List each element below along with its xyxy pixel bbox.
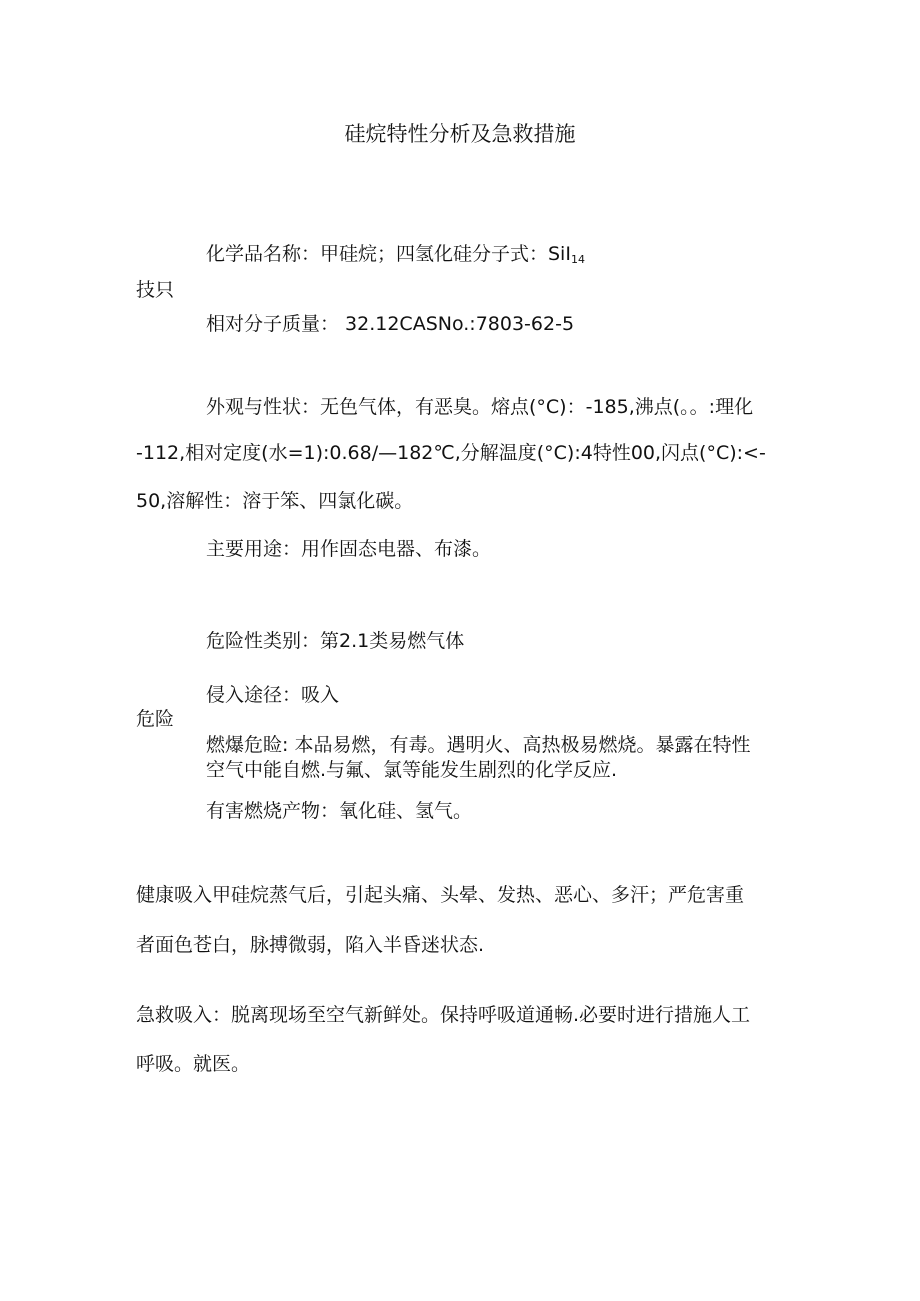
health-line-2: 者面色苍白，脉搏微弱，陷入半昏迷状态. [136, 934, 485, 956]
firstaid-line-2: 呼吸。就医。 [136, 1053, 251, 1075]
molecular-mass-line: 相对分子质量： 32.12CASNo.:7803-62-5 [206, 313, 575, 335]
exposure-route-line: 侵入途径：吸入 [206, 684, 340, 706]
section-label-tech: 技只 [136, 279, 175, 301]
health-line-1: 健康吸入甲硅烷蒸气后，引起头痛、头晕、发热、恶心、多汗；严危害重 [136, 884, 745, 906]
hazard-category-line: 危险性类别：第2.1类易燃气体 [206, 630, 465, 652]
hazard-line-2: 空气中能自燃.与氟、氯等能发生剧烈的化学反应. [206, 759, 618, 781]
section-label-danger: 危险 [136, 708, 175, 730]
properties-line-1: 外观与性状：无色气体，有恶臭。熔点(°C)：-185,沸点(。。:理化 [206, 396, 754, 418]
combustion-products-line: 有害燃烧产物：氧化硅、氢气。 [206, 800, 473, 822]
chemical-name-line [206, 245, 585, 265]
firstaid-line-1: 急救吸入：脱离现场至空气新鲜处。保持呼吸道通畅.必要时进行措施人工 [136, 1004, 751, 1026]
properties-line-2: -112,相对定度(水=1):0.68/—182℃,分解温度(°C):4特性00,闪点(°C):<- [136, 442, 766, 464]
properties-line-3: 50,溶解性：溶于笨、四氯化碳。 [136, 490, 414, 512]
usage-line: 主要用途：用作固态电器、布漆。 [206, 538, 492, 560]
hazard-line-1: 燃爆危睑: 本品易燃，有毒。遇明火、高热极易燃烧。暴露在特性 [206, 734, 751, 756]
formula-subscript: 14 [570, 253, 585, 266]
document-title: 硅烷特性分析及急救措施 [344, 122, 576, 146]
chemical-name-text: 化学品名称：甲硅烷；四氢化硅分子式：SiI [206, 243, 571, 265]
